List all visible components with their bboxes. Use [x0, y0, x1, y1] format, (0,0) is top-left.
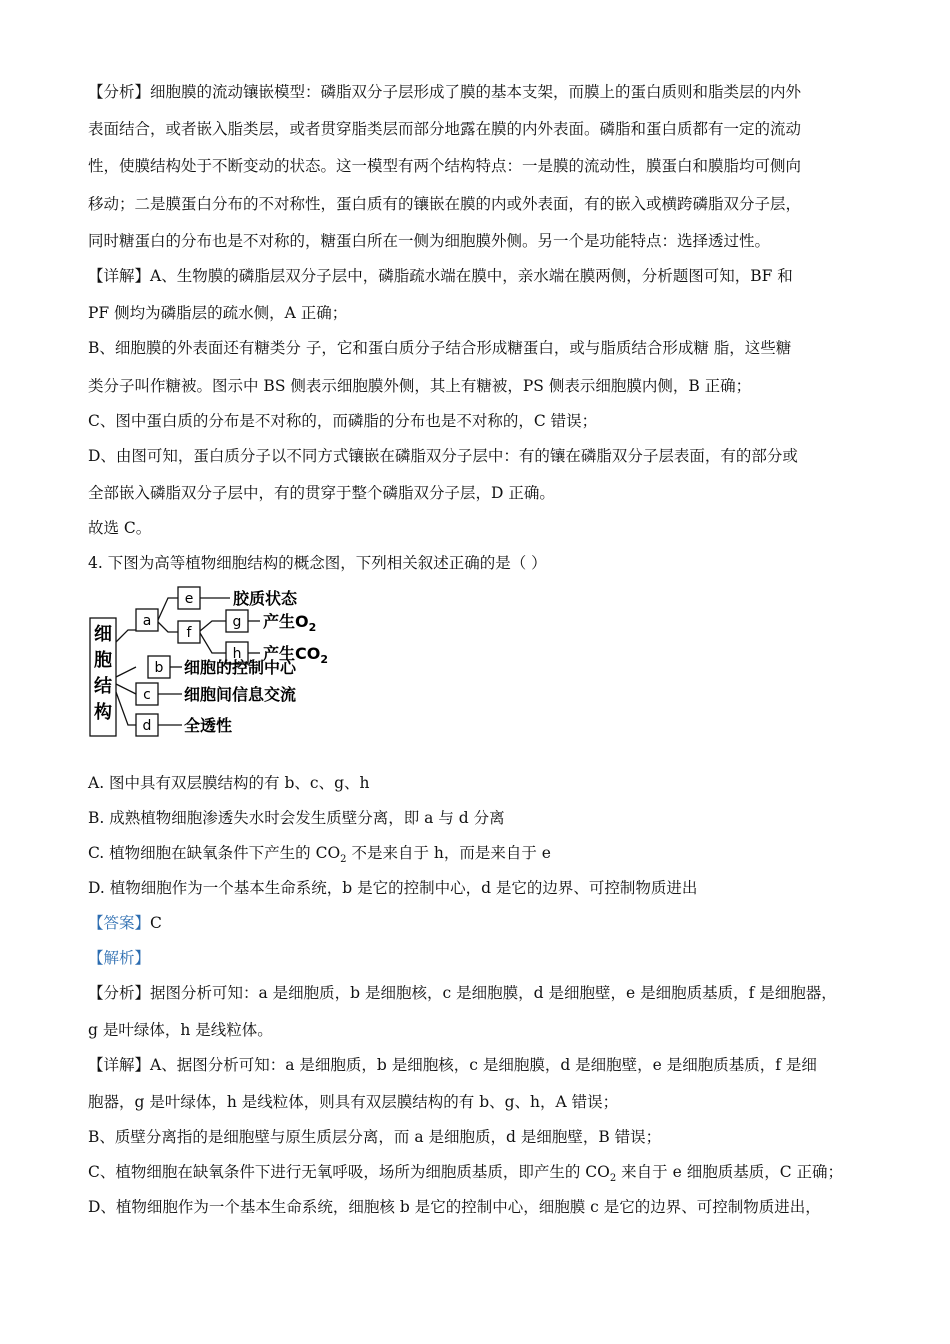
diagram-letter-h: h	[232, 646, 242, 662]
detail1-line7: 全部嵌入磷脂双分子层中，有的贯穿于整个磷脂双分子层，D 正确。	[88, 484, 555, 502]
answer-value: C	[150, 914, 162, 932]
diagram-letter-d: d	[142, 718, 152, 734]
diagram-label-c: 细胞间信息交流	[184, 685, 297, 704]
q4-analysis-line1: 【分析】据图分析可知：a 是细胞质，b 是细胞核，c 是细胞膜，d 是细胞壁，e 是细胞质基质，f 是细胞器，	[88, 984, 837, 1002]
diagram-label-g: 产生$O_2$	[263, 612, 317, 634]
detail1-line1: 【详解】A、生物膜的磷脂层双分子层中，磷脂疏水端在膜中，亲水端在膜两侧，分析题图可知，BF 和	[88, 267, 793, 285]
analysis1-line1: 【分析】细胞膜的流动镶嵌模型：磷脂双分子层形成了膜的基本支架，而膜上的蛋白质则和脂类层的内外	[88, 83, 802, 101]
diagram-root-char-4: 构	[94, 702, 112, 723]
diagram-letter-a: a	[142, 613, 152, 629]
detail1-conclusion: 故选 C。	[88, 519, 152, 537]
question4-stem: 4. 下图为高等植物细胞结构的概念图，下列相关叙述正确的是（ ）	[88, 554, 547, 572]
diagram-label-e: 胶质状态	[233, 589, 298, 608]
analysis1-line5: 同时糖蛋白的分布也是不对称的，糖蛋白所在一侧为细胞膜外侧。另一个是功能特点：选择透过性。	[88, 232, 771, 250]
diagram-root-char-3: 结	[94, 676, 112, 697]
question4-option-a: A. 图中具有双层膜结构的有 b、c、g、h	[88, 774, 370, 792]
analysis1-line4: 移动；二是膜蛋白分布的不对称性，蛋白质有的镶嵌在膜的内或外表面，有的嵌入或横跨磷脂双分子层，	[88, 195, 802, 213]
diagram-label-d: 全透性	[184, 716, 233, 735]
diagram-label-b: 细胞的控制中心	[184, 658, 297, 677]
q4-detail-line1: 【详解】A、据图分析可知：a 是细胞质，b 是细胞核，c 是细胞膜，d 是细胞壁，e 是细胞质基质，f 是细	[88, 1056, 817, 1074]
answer-line	[88, 913, 162, 933]
diagram-root-char-1: 细	[94, 624, 112, 645]
diagram-letter-c: c	[143, 687, 151, 703]
detail1-line2: PF 侧均为磷脂层的疏水侧，A 正确；	[88, 304, 348, 322]
detail1-line3: B、细胞膜的外表面还有糖类分 子，它和蛋白质分子结合形成糖蛋白，或与脂质结合形成糖 脂，这些糖	[88, 339, 792, 357]
analysis1-line3: 性，使膜结构处于不断变动的状态。这一模型有两个结构特点：一是膜的流动性，膜蛋白和膜脂均可侧向	[88, 157, 802, 175]
q4-detail-line4: C、植物细胞在缺氧条件下进行无氧呼吸，场所为细胞质基质，即产生的 $CO_2$ 来自于 e 细胞质基质，C 正确；	[88, 1163, 843, 1185]
jiexi-tag: 【解析】	[88, 949, 151, 967]
detail1-line6: D、由图可知，蛋白质分子以不同方式镶嵌在磷脂双分子层中：有的镶在磷脂双分子层表面，有的部分或	[88, 447, 798, 465]
q4-detail-line3: B、质壁分离指的是细胞壁与原生质层分离，而 a 是细胞质，d 是细胞壁，B 错误；	[88, 1128, 662, 1146]
cell-structure-concept-diagram	[88, 582, 388, 752]
question4-option-b: B. 成熟植物细胞渗透失水时会发生质壁分离，即 a 与 d 分离	[88, 809, 505, 827]
q4-analysis-line2: g 是叶绿体，h 是线粒体。	[88, 1021, 273, 1039]
answer-tag: 【答案】	[88, 914, 151, 932]
question4-option-d: D. 植物细胞作为一个基本生命系统，b 是它的控制中心，d 是它的边界、可控制物质进出	[88, 879, 698, 897]
diagram-root-char-2: 胞	[94, 650, 112, 671]
diagram-letter-g: g	[232, 614, 242, 630]
diagram-letter-e: e	[184, 591, 194, 607]
detail1-line5: C、图中蛋白质的分布是不对称的，而磷脂的分布也是不对称的，C 错误；	[88, 412, 598, 430]
diagram-letter-f: f	[186, 625, 192, 641]
q4-detail-line2: 胞器，g 是叶绿体，h 是线粒体，则具有双层膜结构的有 b、g、h，A 错误；	[88, 1093, 619, 1111]
question4-option-c: C. 植物细胞在缺氧条件下产生的 $CO_2$ 不是来自于 h，而是来自于 e	[88, 844, 551, 866]
q4-detail-line5: D、植物细胞作为一个基本生命系统，细胞核 b 是它的控制中心，细胞膜 c 是它的边界、可控制物质进出，	[88, 1198, 821, 1216]
analysis1-line2: 表面结合，或者嵌入脂类层，或者贯穿脂类层而部分地露在膜的内外表面。磷脂和蛋白质都有一定的流动	[88, 120, 802, 138]
detail1-line4: 类分子叫作糖被。图示中 BS 侧表示细胞膜外侧，其上有糖被，PS 侧表示细胞膜内侧，B 正确；	[88, 377, 752, 395]
diagram-letter-b: b	[154, 660, 164, 676]
diagram-label-h: 产生$CO_2$	[263, 644, 329, 666]
